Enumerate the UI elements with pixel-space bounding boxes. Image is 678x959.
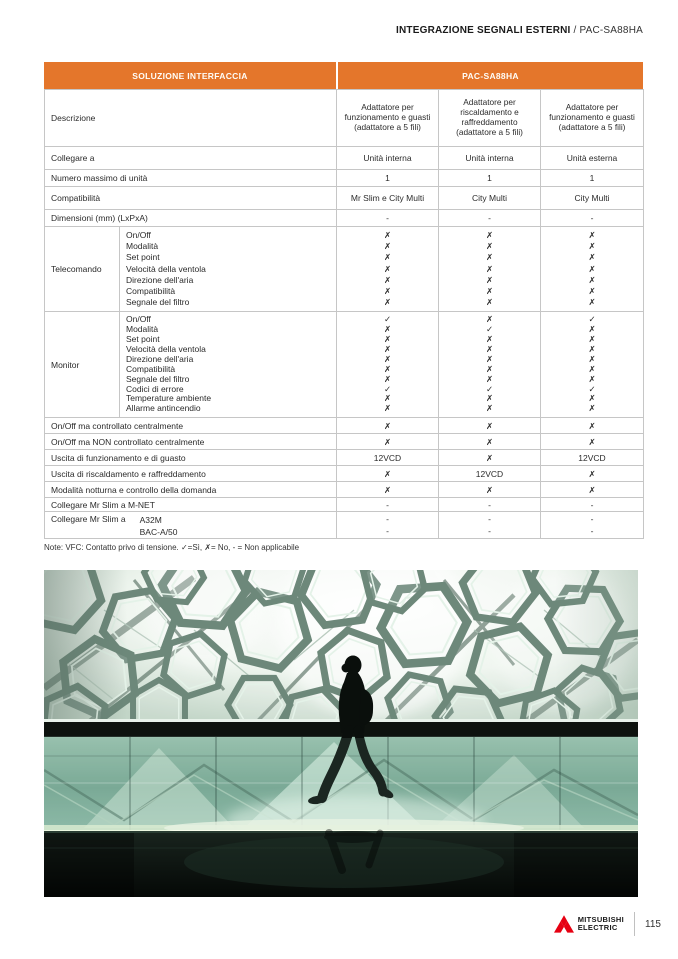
row-label-text: Collegare Mr Slim a bbox=[51, 514, 126, 525]
mark: ✗ bbox=[588, 363, 596, 374]
row-label: Compatibilità bbox=[45, 187, 337, 210]
mark: ✗ bbox=[485, 334, 494, 345]
mark: ✗ bbox=[588, 403, 596, 414]
group-marks bbox=[541, 227, 644, 312]
group-marks bbox=[541, 312, 644, 418]
table-row bbox=[45, 466, 644, 482]
cell: Unità interna bbox=[439, 147, 541, 170]
mark: ✓ bbox=[485, 324, 494, 335]
mark: ✗ bbox=[588, 324, 596, 335]
mark: ✗ bbox=[485, 230, 494, 240]
cell: Adattatore per funzionamento e guasti (adattatore a 5 fili) bbox=[541, 90, 644, 147]
cell: ✗ bbox=[337, 466, 439, 482]
cell: Unità esterna bbox=[541, 147, 644, 170]
row-label: Uscita di funzionamento e di guasto bbox=[45, 450, 337, 466]
mark: ✗ bbox=[485, 297, 494, 308]
row-label: Modalità notturna e controllo della domanda bbox=[45, 482, 337, 498]
mark: ✗ bbox=[383, 363, 392, 374]
mitsubishi-brand bbox=[554, 915, 624, 933]
cell: ✗ bbox=[439, 450, 541, 466]
mark: ✗ bbox=[588, 274, 596, 285]
feature-label: Direzione dell'aria bbox=[126, 353, 194, 364]
mark: ✓ bbox=[383, 383, 392, 394]
table-group-row-monitor bbox=[45, 312, 644, 418]
footer-divider bbox=[634, 912, 635, 936]
mark: ✗ bbox=[383, 353, 392, 364]
feature-label: On/Off bbox=[126, 314, 151, 325]
feature-label: Modalità bbox=[126, 324, 159, 335]
cell: ✗ bbox=[337, 482, 439, 498]
table-row bbox=[45, 450, 644, 466]
table-row bbox=[45, 418, 644, 434]
group-marks bbox=[337, 227, 439, 312]
page-title-separator: / bbox=[570, 25, 580, 36]
cell: Adattatore per funzionamento e guasti (adattatore a 5 fili) bbox=[337, 90, 439, 147]
cell: - bbox=[541, 498, 644, 512]
table-row bbox=[45, 147, 644, 170]
cell: City Multi bbox=[439, 187, 541, 210]
feature-label: Segnale del filtro bbox=[126, 297, 190, 308]
mark: ✗ bbox=[485, 393, 494, 404]
feature-label: Segnale del filtro bbox=[126, 373, 190, 384]
cell bbox=[439, 512, 541, 539]
mark: ✗ bbox=[383, 274, 392, 285]
mark: - bbox=[590, 514, 594, 525]
cell: 1 bbox=[541, 170, 644, 187]
page-title-main: INTEGRAZIONE SEGNALI ESTERNI bbox=[396, 25, 571, 36]
feature-label: On/Off bbox=[126, 230, 151, 240]
mitsubishi-logo-icon bbox=[554, 915, 574, 933]
mark: ✗ bbox=[588, 373, 596, 384]
mark: ✗ bbox=[485, 314, 494, 325]
cell: 1 bbox=[337, 170, 439, 187]
mark: ✗ bbox=[588, 230, 596, 240]
cell: 12VCD bbox=[337, 450, 439, 466]
mark: ✗ bbox=[383, 393, 392, 404]
cell: - bbox=[439, 498, 541, 512]
cell: 12VCD bbox=[439, 466, 541, 482]
model-name: A32M bbox=[139, 515, 162, 526]
feature-label: Compatibilità bbox=[126, 285, 176, 296]
mark: ✓ bbox=[588, 383, 596, 394]
feature-label: Set point bbox=[126, 252, 160, 263]
feature-label: Temperature ambiente bbox=[126, 393, 212, 404]
row-label: On/Off ma controllato centralmente bbox=[45, 418, 337, 434]
page-number: 115 bbox=[645, 918, 661, 930]
row-label: Dimensioni (mm) (LxPxA) bbox=[45, 210, 337, 227]
mark: - bbox=[590, 526, 594, 537]
table-row bbox=[45, 210, 644, 227]
row-label: Collegare Mr Slim a M-NET bbox=[45, 498, 337, 512]
mark: ✗ bbox=[383, 297, 392, 308]
table-header-solution: SOLUZIONE INTERFACCIA bbox=[44, 62, 336, 89]
cell: ✗ bbox=[541, 418, 644, 434]
mark: ✗ bbox=[383, 285, 392, 296]
cell: - bbox=[439, 210, 541, 227]
group-features bbox=[120, 312, 337, 418]
mark: ✗ bbox=[485, 252, 494, 263]
mark: ✗ bbox=[383, 373, 392, 384]
cell: - bbox=[541, 210, 644, 227]
cell: Mr Slim e City Multi bbox=[337, 187, 439, 210]
cell: - bbox=[337, 498, 439, 512]
mark: ✗ bbox=[588, 393, 596, 404]
mark: ✗ bbox=[383, 324, 392, 335]
mark: ✗ bbox=[383, 263, 392, 274]
brand-line2: ELECTRIC bbox=[577, 923, 618, 932]
mark: ✗ bbox=[485, 241, 494, 252]
mark: ✗ bbox=[485, 263, 494, 274]
brand-line1: MITSUBISHI bbox=[577, 915, 625, 924]
group-marks bbox=[337, 312, 439, 418]
cell: Unità interna bbox=[337, 147, 439, 170]
table-header-model: PAC-SA88HA bbox=[338, 62, 643, 89]
table-row bbox=[45, 90, 644, 147]
mark: ✗ bbox=[485, 353, 494, 364]
feature-label: Direzione dell'aria bbox=[126, 274, 194, 285]
brand-wordmark bbox=[578, 916, 624, 932]
table-row bbox=[45, 482, 644, 498]
mark: ✗ bbox=[383, 230, 392, 240]
interface-spec-table bbox=[44, 62, 643, 552]
row-label: On/Off ma NON controllato centralmente bbox=[45, 434, 337, 450]
cell: 12VCD bbox=[541, 450, 644, 466]
cell: ✗ bbox=[337, 418, 439, 434]
cell: Adattatore per riscaldamento e raffreddamento (adattatore a 5 fili) bbox=[439, 90, 541, 147]
row-label: Uscita di riscaldamento e raffreddamento bbox=[45, 466, 337, 482]
cell bbox=[337, 512, 439, 539]
row-label bbox=[45, 512, 337, 539]
cell: ✗ bbox=[439, 482, 541, 498]
mark: ✗ bbox=[588, 252, 596, 263]
row-label: Numero massimo di unità bbox=[45, 170, 337, 187]
feature-label: Velocità della ventola bbox=[126, 343, 206, 354]
mark: ✓ bbox=[588, 314, 596, 325]
spec-table bbox=[44, 89, 644, 539]
mark: ✗ bbox=[588, 241, 596, 252]
group-label: Monitor bbox=[45, 312, 120, 418]
walkway-photo bbox=[44, 570, 638, 897]
mark: ✗ bbox=[383, 334, 392, 345]
mark: - bbox=[488, 526, 491, 537]
mark: ✗ bbox=[588, 297, 596, 308]
group-marks bbox=[439, 227, 541, 312]
cell: City Multi bbox=[541, 187, 644, 210]
page-footer bbox=[554, 908, 661, 940]
mark: ✗ bbox=[383, 343, 392, 354]
cell: ✗ bbox=[541, 434, 644, 450]
mark: ✗ bbox=[383, 403, 392, 414]
group-marks bbox=[439, 312, 541, 418]
cell bbox=[541, 512, 644, 539]
mark: ✗ bbox=[383, 241, 392, 252]
mark: ✗ bbox=[588, 343, 596, 354]
feature-label: Modalità bbox=[126, 241, 159, 252]
table-footnote: Note: VFC: Contatto privo di tensione. ✓=Sì, ✗= No, - = Non applicabile bbox=[44, 543, 300, 553]
page-title bbox=[44, 25, 643, 36]
mark: - bbox=[386, 514, 389, 525]
mark: ✗ bbox=[485, 363, 494, 374]
cell: ✗ bbox=[439, 434, 541, 450]
cell: 1 bbox=[439, 170, 541, 187]
table-row bbox=[45, 170, 644, 187]
cell: ✗ bbox=[337, 434, 439, 450]
mark: ✓ bbox=[383, 314, 392, 325]
mark: - bbox=[488, 514, 491, 525]
feature-label: Velocità della ventola bbox=[126, 263, 206, 274]
walkway-photo-illustration bbox=[44, 570, 638, 897]
mark: ✗ bbox=[588, 263, 596, 274]
mark: ✗ bbox=[485, 343, 494, 354]
feature-label: Allarme antincendio bbox=[126, 403, 201, 414]
table-group-row-telecomando bbox=[45, 227, 644, 312]
page-title-model: PAC-SA88HA bbox=[579, 25, 643, 36]
mark: ✗ bbox=[485, 274, 494, 285]
cell: ✗ bbox=[541, 482, 644, 498]
cell: ✗ bbox=[439, 418, 541, 434]
cell: - bbox=[337, 210, 439, 227]
mark: ✗ bbox=[588, 334, 596, 345]
mark: ✗ bbox=[383, 252, 392, 263]
mark: - bbox=[386, 526, 389, 537]
group-features bbox=[120, 227, 337, 312]
mark: ✗ bbox=[485, 285, 494, 296]
group-label: Telecomando bbox=[45, 227, 120, 312]
table-header-row bbox=[44, 62, 643, 89]
feature-label: Codici di errore bbox=[126, 383, 184, 394]
feature-label: Set point bbox=[126, 334, 160, 345]
mark: ✗ bbox=[588, 353, 596, 364]
mark: ✗ bbox=[485, 403, 494, 414]
mark: ✗ bbox=[485, 373, 494, 384]
table-row bbox=[45, 434, 644, 450]
mark: ✗ bbox=[588, 285, 596, 296]
table-row-collegare-multi bbox=[45, 512, 644, 539]
mark: ✓ bbox=[485, 383, 494, 394]
table-row bbox=[45, 187, 644, 210]
cell: ✗ bbox=[541, 466, 644, 482]
feature-label: Compatibilità bbox=[126, 363, 176, 374]
row-label: Collegare a bbox=[45, 147, 337, 170]
table-row bbox=[45, 498, 644, 512]
model-name: BAC-A/50 bbox=[139, 527, 178, 538]
row-label: Descrizione bbox=[45, 90, 337, 147]
